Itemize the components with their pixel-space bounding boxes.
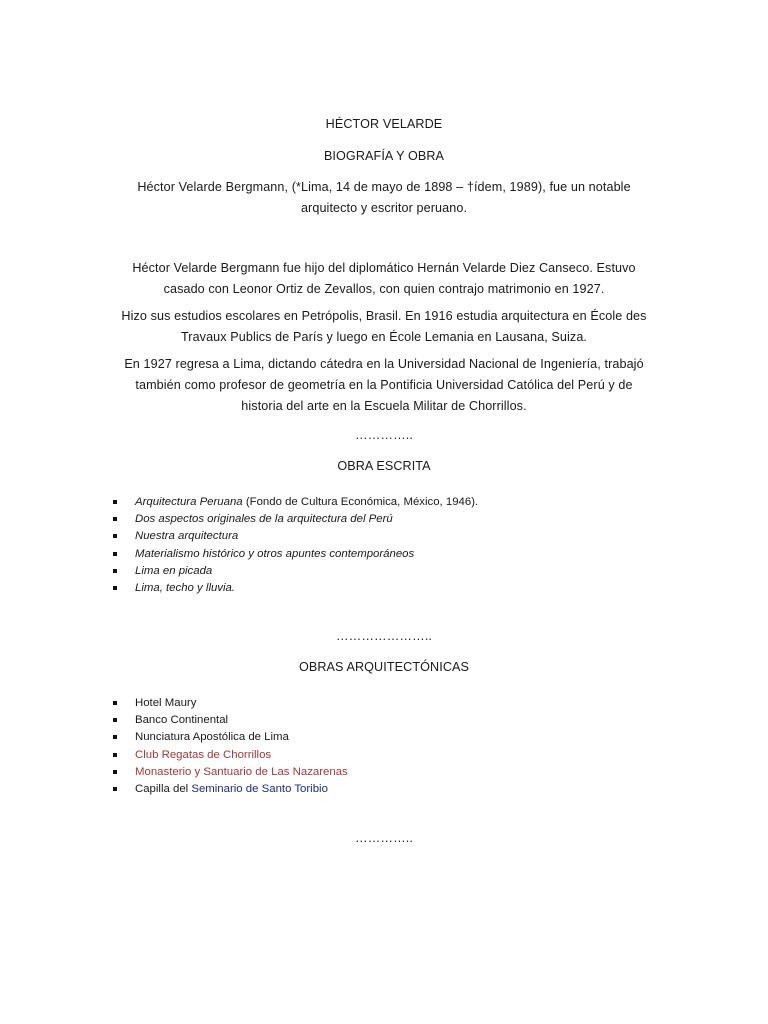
square-bullet-icon [113, 787, 117, 791]
book-title: Lima, techo y lluvia. [135, 582, 236, 595]
square-bullet-icon [113, 735, 117, 739]
square-bullet-icon [113, 701, 117, 705]
section-title: OBRAS ARQUITECTÓNICAS [298, 660, 470, 674]
section-heading-obras-arquitectonicas [100, 657, 668, 678]
book-detail: (Fondo de Cultura Económica, México, 1946). [242, 496, 479, 508]
list-item [112, 764, 348, 781]
square-bullet-icon [113, 586, 117, 590]
book-title: Lima en picada [135, 564, 213, 577]
list-item [112, 729, 348, 746]
building-name: Hotel Maury [135, 697, 197, 709]
list-item [112, 580, 478, 597]
list-item [112, 546, 478, 563]
obras-arquitectonicas-list [112, 695, 348, 798]
paragraph-line: En 1927 regresa a Lima, dictando cátedra en la Universidad Nacional de Ingeniería, trabajó [124, 357, 644, 371]
square-bullet-icon [113, 718, 117, 722]
separator-text: ………………….. [335, 629, 433, 643]
book-title: Nuestra arquitectura [135, 530, 239, 543]
section-title: OBRA ESCRITA [337, 459, 431, 473]
intro-paragraph [100, 177, 668, 219]
building-link[interactable]: Seminario de Santo Toribio [191, 783, 328, 796]
list-item [112, 494, 478, 511]
separator-dots [100, 626, 668, 647]
bio-paragraph-3 [100, 354, 668, 417]
building-prefix: Capilla del [135, 783, 192, 796]
building-link[interactable]: Club Regatas de Chorrillos [135, 748, 272, 761]
list-item [112, 511, 478, 528]
building-link[interactable]: Monasterio y Santuario de Las Nazarenas [135, 765, 348, 778]
list-item [112, 712, 348, 729]
document-subtitle-block [100, 146, 668, 167]
square-bullet-icon [113, 569, 117, 573]
intro-line: arquitecto y escritor peruano. [300, 201, 468, 215]
obra-escrita-list [112, 494, 478, 597]
document-title [100, 114, 668, 135]
building-name: Nunciatura Apostólica de Lima [135, 731, 289, 744]
subtitle: BIOGRAFÍA Y OBRA [323, 149, 445, 163]
square-bullet-icon [113, 517, 117, 521]
square-bullet-icon [113, 534, 117, 538]
list-item [112, 528, 478, 545]
separator-dots [100, 425, 668, 446]
intro-line: Héctor Velarde Bergmann, (*Lima, 14 de mayo de 1898 – †ídem, 1989), fue un notable [137, 180, 631, 194]
list-item [112, 747, 348, 764]
section-heading-obra-escrita [100, 456, 668, 477]
separator-text: ………….. [355, 831, 413, 845]
square-bullet-icon [113, 500, 117, 504]
square-bullet-icon [113, 770, 117, 774]
paragraph-line: Hizo sus estudios escolares en Petrópolis, Brasil. En 1916 estudia arquitectura en École des [121, 309, 647, 323]
book-title: Arquitectura Peruana [135, 496, 243, 508]
paragraph-line: historia del arte en la Escuela Militar de Chorrillos. [241, 399, 527, 413]
bio-paragraph-1 [100, 258, 668, 300]
list-item [112, 563, 478, 580]
paragraph-line: Héctor Velarde Bergmann fue hijo del diplomático Hernán Velarde Diez Canseco. Estuvo [132, 261, 636, 275]
book-title: Materialismo histórico y otros apuntes contemporáneos [135, 547, 415, 560]
paragraph-line: también como profesor de geometría en la Pontificia Universidad Católica del Perú y de [135, 378, 633, 392]
square-bullet-icon [113, 552, 117, 556]
list-item [112, 695, 348, 712]
square-bullet-icon [113, 753, 117, 757]
title: HÉCTOR VELARDE [325, 117, 443, 131]
bio-paragraph-2 [100, 306, 668, 348]
separator-dots [100, 828, 668, 849]
book-title: Dos aspectos originales de la arquitectura del Perú [135, 513, 393, 526]
list-item [112, 781, 348, 798]
building-name: Banco Continental [135, 714, 229, 727]
paragraph-line: casado con Leonor Ortiz de Zevallos, con quien contrajo matrimonio en 1927. [163, 282, 605, 296]
separator-text: ………….. [355, 428, 413, 442]
paragraph-line: Travaux Publics de París y luego en École Lemania en Lausana, Suiza. [180, 330, 588, 344]
